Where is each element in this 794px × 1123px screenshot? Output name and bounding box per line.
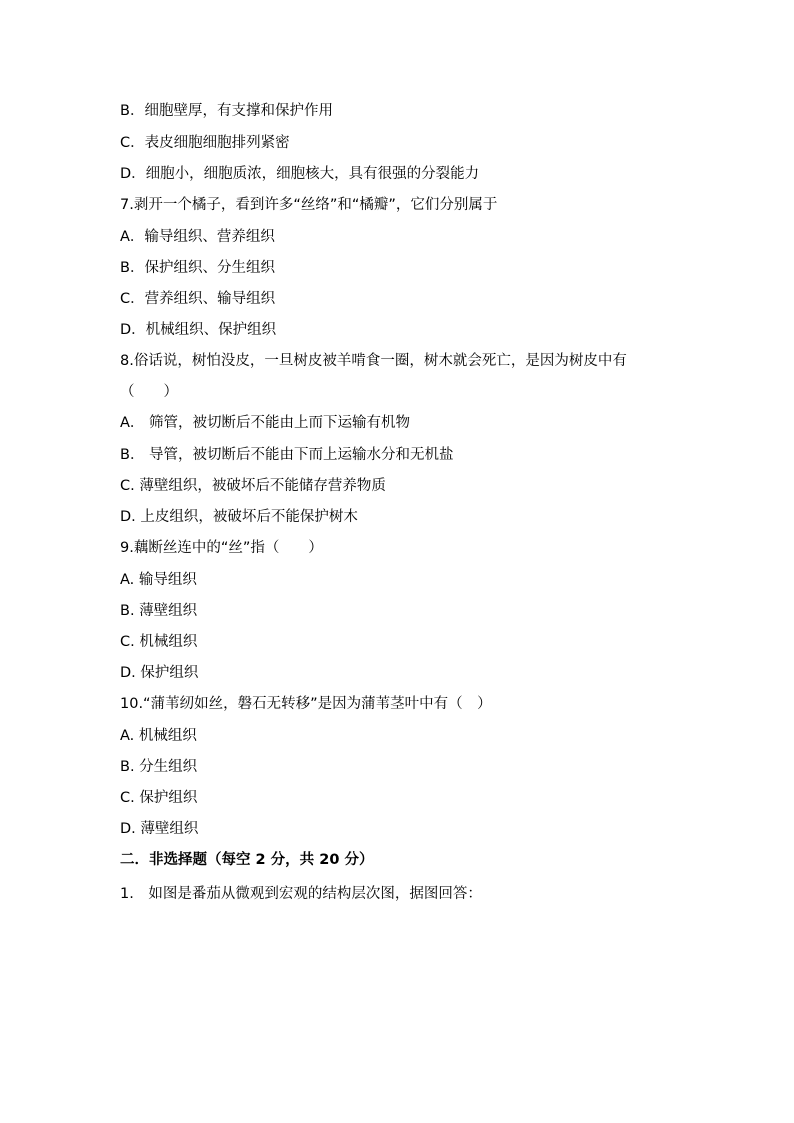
q6-option-b: B．细胞壁厚，有支撑和保护作用 (120, 103, 333, 119)
q7-option-a: A．输导组织、营养组织 (120, 229, 275, 245)
q8-option-b: B． 导管，被切断后不能由下而上运输水分和无机盐 (120, 447, 454, 463)
q7-stem: 7.剥开一个橘子，看到许多“丝络”和“橘瓣”，它们分别属于 (120, 197, 498, 213)
q8-option-a: A． 筛管，被切断后不能由上而下运输有机物 (120, 415, 411, 431)
q8-stem: 8.俗话说，树怕没皮，一旦树皮被羊啃食一圈，树木就会死亡，是因为树皮中有 (120, 353, 627, 369)
q9-stem: 9.藕断丝连中的“丝”指（ ） (120, 540, 323, 556)
q7-option-c: C．营养组织、输导组织 (120, 291, 276, 307)
part2-q1-stem: 1. 如图是番茄从微观到宏观的结构层次图，据图回答： (120, 886, 482, 902)
q10-option-d: D. 薄壁组织 (120, 821, 199, 837)
q10-option-b: B. 分生组织 (120, 759, 198, 775)
q10-option-a: A. 机械组织 (120, 728, 197, 744)
q8-option-c: C. 薄壁组织，被破坏后不能储存营养物质 (120, 478, 386, 494)
q10-stem: 10.“蒲苇纫如丝，磐石无转移”是因为蒲苇茎叶中有（ ） (120, 696, 492, 712)
q8-blank: （ ） (120, 384, 178, 400)
q7-option-b: B．保护组织、分生组织 (120, 260, 275, 276)
q7-option-d: D．机械组织、保护组织 (120, 322, 277, 338)
q10-option-c: C. 保护组织 (120, 790, 198, 806)
q6-option-c: C．表皮细胞细胞排列紧密 (120, 135, 290, 151)
q8-option-d: D. 上皮组织，被破坏后不能保护树木 (120, 509, 358, 525)
q9-option-b: B. 薄壁组织 (120, 603, 198, 619)
q6-option-d: D．细胞小，细胞质浓，细胞核大，具有很强的分裂能力 (120, 166, 480, 182)
q9-option-d: D. 保护组织 (120, 665, 199, 681)
section-heading: 二．非选择题（每空 2 分，共 20 分） (120, 852, 374, 868)
q9-option-c: C. 机械组织 (120, 634, 198, 650)
q9-option-a: A. 输导组织 (120, 572, 197, 588)
